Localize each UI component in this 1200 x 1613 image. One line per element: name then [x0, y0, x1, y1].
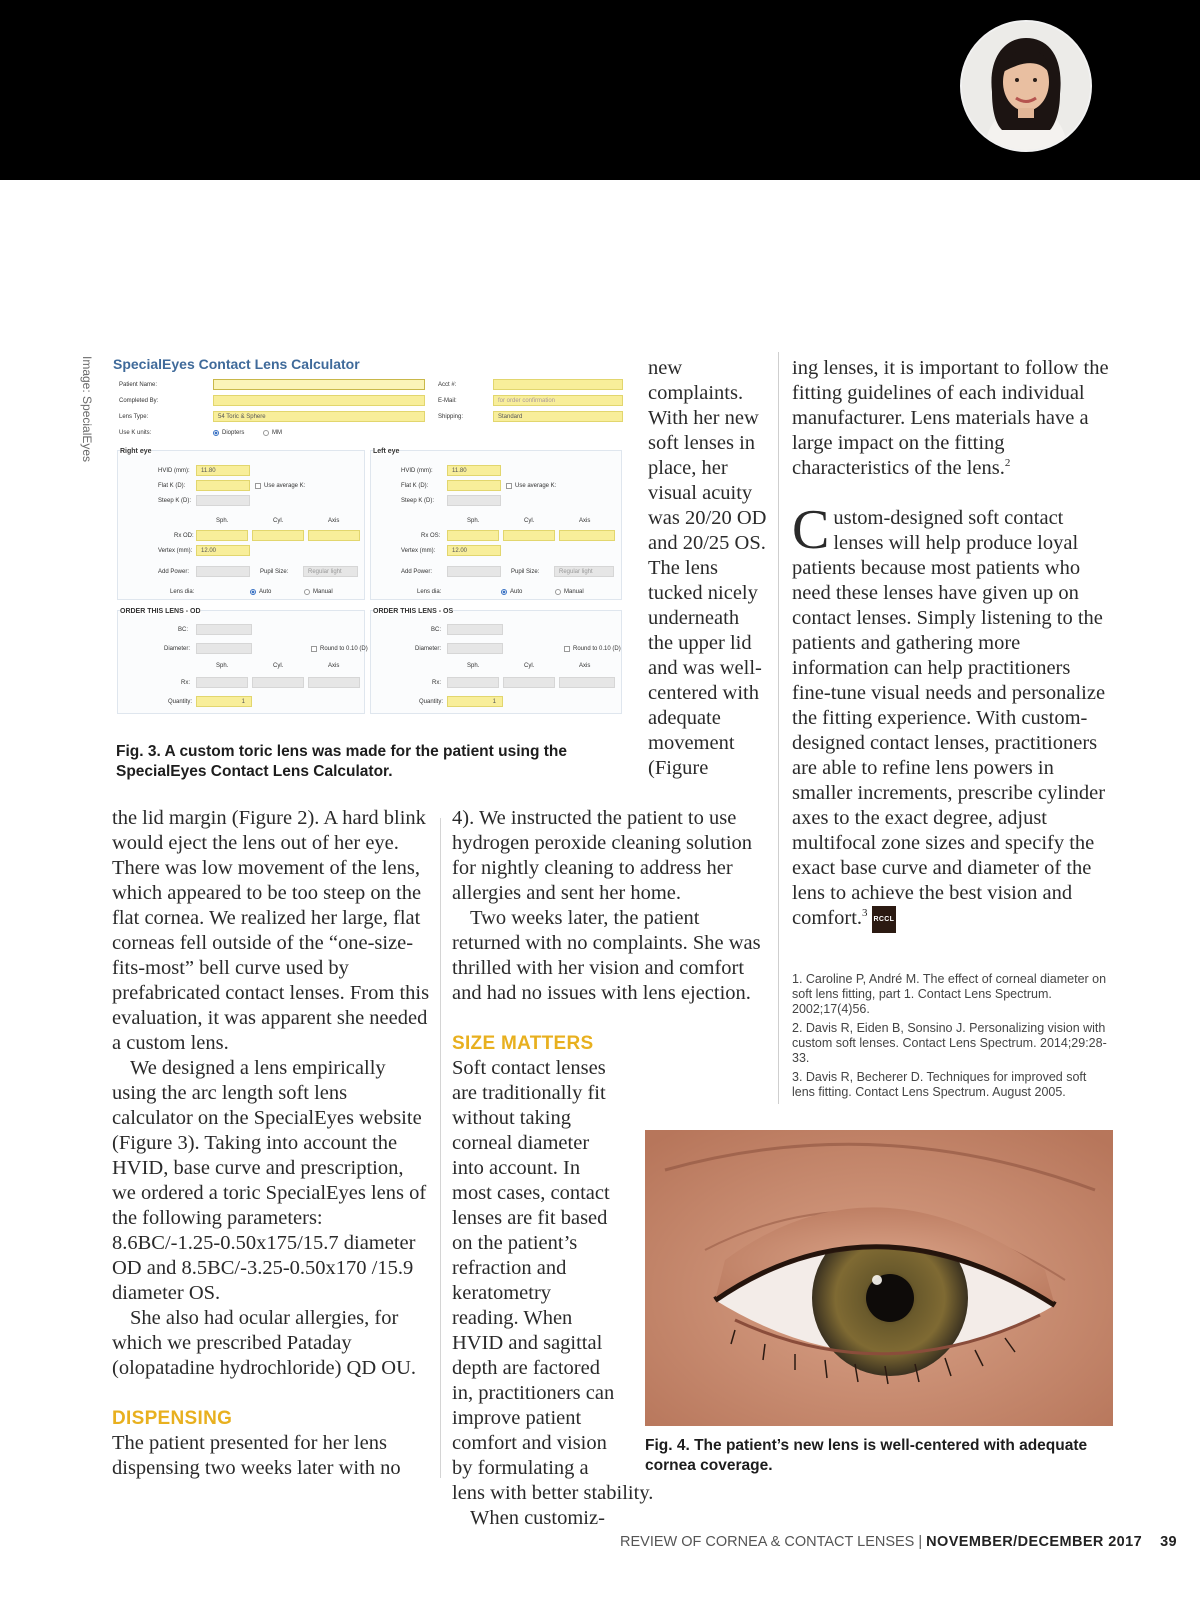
completed-by-label: Completed By:: [119, 398, 159, 404]
steep-k-field-od[interactable]: [196, 495, 250, 506]
col3-paragraph-2-text: ustom-designed soft contact lenses will help produce loyal patients because most patients who need these lenses have given up on contact lenses. Simply listening to the patients and gathering more information can help practitioners fine-tune visual needs and personalize the fitting experience. With custom-designed contact lenses, practitioners are able to refine lens powers in smaller increments, prescribe cylinder axes to the exact degree, adjust multifocal zone sizes and specify the exact base curve and diameter of the lens to achieve the best vision and comfort.: [792, 507, 1106, 929]
email-label: E-Mail:: [438, 398, 457, 404]
acct-field[interactable]: [493, 379, 623, 390]
dispensing-heading: DISPENSING: [112, 1408, 233, 1429]
add-power-label-os: Add Power:: [401, 569, 433, 575]
round-label-os: Round to 0.10 (D): [573, 646, 621, 652]
manual-label-os: Manual: [564, 589, 584, 595]
column-divider-1: [440, 818, 441, 1478]
use-avg-k-checkbox-od[interactable]: [255, 483, 261, 489]
column-1: [112, 806, 430, 1481]
col3-paragraph-2: [792, 499, 1114, 933]
diameter-field-od[interactable]: [196, 643, 252, 654]
lens-type-label: Lens Type:: [119, 414, 149, 420]
hvid-field-os[interactable]: 11.80: [447, 465, 501, 476]
footer-publication: REVIEW OF CORNEA & CONTACT LENSES |: [620, 1534, 927, 1550]
use-avg-k-checkbox-os[interactable]: [506, 483, 512, 489]
reference-item: 1. Caroline P, André M. The effect of corneal diameter on soft lens fitting, part 1. Contact Lens Spectrum. 2002;17(4)56.: [792, 972, 1107, 1016]
quantity-field-od[interactable]: 1: [196, 696, 252, 707]
eye-image: [645, 1130, 1113, 1426]
pupil-size-label-od: Pupil Size:: [260, 569, 289, 575]
order-rx-label-od: Rx:: [181, 680, 190, 686]
order-cyl-header-od: Cyl.: [273, 663, 284, 669]
references-list: [792, 972, 1112, 1104]
rx-os-label: Rx OS:: [421, 533, 441, 539]
hvid-label-od: HVID (mm):: [158, 468, 190, 474]
column-3: [792, 356, 1114, 933]
use-avg-k-label-os: Use average K:: [515, 483, 557, 489]
calculator-title: SpecialEyes Contact Lens Calculator: [113, 356, 360, 372]
completed-by-field[interactable]: [213, 395, 425, 406]
figure-3-calculator: [113, 352, 629, 736]
pupil-size-select-od[interactable]: Regular light: [303, 566, 358, 577]
size-matters-heading: SIZE MATTERS: [452, 1033, 594, 1054]
rx-od-label: Rx OD:: [174, 533, 194, 539]
vertex-field-os[interactable]: 12.00: [447, 545, 501, 556]
acct-label: Acct #:: [438, 382, 457, 388]
hvid-label-os: HVID (mm):: [401, 468, 433, 474]
author-portrait-image: [962, 22, 1090, 150]
figure-3-caption: Fig. 3. A custom toric lens was made for the patient using the SpecialEyes Contact Lens Calculator.: [116, 743, 568, 780]
auto-radio-os[interactable]: [501, 589, 507, 595]
col3-ref-3: 3: [862, 907, 868, 920]
add-power-field-od[interactable]: [196, 566, 250, 577]
quantity-field-os[interactable]: 1: [447, 696, 503, 707]
right-eye-title: Right eye: [120, 448, 152, 455]
auto-radio-od[interactable]: [250, 589, 256, 595]
flat-k-field-os[interactable]: [447, 480, 501, 491]
mm-radio[interactable]: [263, 430, 269, 436]
quantity-label-os: Quantity:: [419, 699, 444, 705]
cyl-header-os: Cyl.: [524, 518, 535, 524]
steep-k-label-od: Steep K (D):: [158, 498, 192, 504]
diameter-label-od: Diameter:: [164, 646, 191, 652]
header-banner: [0, 0, 1200, 180]
axis-header-od: Axis: [328, 518, 340, 524]
order-axis-header-od: Axis: [328, 663, 340, 669]
rccl-end-mark-icon: RCCL: [872, 906, 897, 933]
diameter-label-os: Diameter:: [415, 646, 442, 652]
bc-label-os: BC:: [431, 627, 442, 633]
order-rx-sph-os[interactable]: [447, 677, 499, 688]
order-os-panel: [370, 610, 622, 714]
diameter-field-os[interactable]: [447, 643, 503, 654]
manual-radio-od[interactable]: [304, 589, 310, 595]
shipping-label: Shipping:: [438, 414, 464, 420]
round-checkbox-od[interactable]: [311, 646, 317, 652]
order-sph-header-os: Sph.: [467, 663, 480, 669]
order-od-panel: [117, 608, 368, 714]
patient-name-field[interactable]: [213, 379, 425, 390]
order-sph-header-od: Sph.: [216, 663, 229, 669]
bc-field-od[interactable]: [196, 624, 252, 635]
drop-cap: C: [792, 499, 830, 561]
col2-paragraph-2: Two weeks later, the patient returned with no complaints. She was thrilled with her vision and comfort and had no issues with lens ejection.: [452, 907, 761, 1004]
vertex-field-od[interactable]: 12.00: [196, 545, 250, 556]
col3-paragraph-1-text: ing lenses, it is important to follow the fitting guidelines of each individual manufacturer. Lens materials have a large impact on the fitting characteristics of the lens.: [792, 357, 1109, 479]
lens-dia-label-os: Lens dia:: [417, 589, 442, 595]
round-label-od: Round to 0.10 (D): [320, 646, 368, 652]
rx-os-axis-field[interactable]: [559, 530, 615, 541]
diopters-radio[interactable]: [213, 430, 219, 436]
col2-paragraph-1: 4). We instructed the patient to use hydrogen peroxide cleaning solution for nightly cleaning to address her allergies and sent her home.: [452, 807, 753, 904]
left-eye-title: Left eye: [373, 448, 400, 455]
col2-paragraph-3: Soft contact lenses are traditionally fit without taking corneal diameter into account. In most cases, contact lenses are fit based on the patient’s refraction and keratometry reading. When HVID and sagittal depth are factored in, practitioners can improve patient comfort and vision by formulating a lens with better stability.: [452, 1057, 654, 1504]
author-photo: [960, 20, 1092, 152]
steep-k-label-os: Steep K (D):: [401, 498, 435, 504]
bc-field-os[interactable]: [447, 624, 503, 635]
footer-issue: NOVEMBER/DECEMBER 2017: [926, 1534, 1143, 1550]
col3-ref-2: 2: [1004, 457, 1011, 470]
col3-paragraph-1: [792, 356, 1114, 481]
pupil-size-select-os[interactable]: Regular light: [554, 566, 614, 577]
order-rx-label-os: Rx:: [432, 680, 441, 686]
cyl-header-od: Cyl.: [273, 518, 284, 524]
add-power-label-od: Add Power:: [158, 569, 190, 575]
order-od-title: ORDER THIS LENS - OD: [120, 608, 201, 615]
order-axis-header-os: Axis: [579, 663, 591, 669]
order-rx-axis-od[interactable]: [308, 677, 360, 688]
bc-label-od: BC:: [178, 627, 189, 633]
order-rx-axis-os[interactable]: [559, 677, 615, 688]
manual-label-od: Manual: [313, 589, 333, 595]
col1-paragraph-3: She also had ocular allergies, for which we prescribed Pataday (olopatadine hydrochloride) QD OU.: [112, 1307, 416, 1379]
flat-k-field-od[interactable]: [196, 480, 250, 491]
auto-label-od: Auto: [259, 589, 272, 595]
left-eye-panel: [370, 450, 622, 600]
round-checkbox-os[interactable]: [564, 646, 570, 652]
diopters-label: Diopters: [222, 430, 245, 436]
col2-paragraph-4: When customiz-: [470, 1507, 605, 1529]
pupil-size-label-os: Pupil Size:: [511, 569, 540, 575]
sph-header-od: Sph.: [216, 518, 229, 524]
rx-os-cyl-field[interactable]: [503, 530, 555, 541]
col1-paragraph-2: We designed a lens empirically using the arc length soft lens calculator on the SpecialEyes website (Figure 3). Taking into account the HVID, base curve and prescription, we ordered a toric SpecialEyes lens of the following parameters: 8.6BC/-1.25-0.50x175/15.7 diameter OD and 8.5BC/-3.25-0.50x170 /15.9 diameter OS.: [112, 1057, 427, 1304]
auto-label-os: Auto: [510, 589, 523, 595]
vertex-label-os: Vertex (mm):: [401, 548, 436, 554]
vertex-label-od: Vertex (mm):: [158, 548, 193, 554]
sph-header-os: Sph.: [467, 518, 480, 524]
page-footer: [620, 1534, 1177, 1550]
shipping-select[interactable]: Standard: [493, 411, 623, 422]
rx-od-axis-field[interactable]: [308, 530, 360, 541]
col2-top-paragraph: new complaints. With her new soft lenses in place, her visual acuity was 20/20 OD and 20/25 OS. The lens tucked nicely underneath the upper lid and was well-centered with adequate movement (Figure: [648, 357, 767, 779]
page-number: 39: [1160, 1534, 1177, 1550]
lens-type-select[interactable]: 54 Toric & Sphere: [213, 411, 425, 422]
steep-k-field-os[interactable]: [447, 495, 501, 506]
quantity-label-od: Quantity:: [168, 699, 193, 705]
col1-paragraph-1: the lid margin (Figure 2). A hard blink would eject the lens out of her eye. There was low movement of the lens, which appeared to be too steep on the flat cornea. We realized her large, flat corneas fell outside of the “one-size-fits-most” bell curve used by prefabricated contact lenses. From this evaluation, it was apparent she needed a custom lens.: [112, 807, 430, 1054]
order-os-title: ORDER THIS LENS - OS: [373, 608, 454, 615]
order-cyl-header-os: Cyl.: [524, 663, 535, 669]
rx-od-sph-field[interactable]: [196, 530, 248, 541]
add-power-field-os[interactable]: [447, 566, 501, 577]
order-rx-sph-od[interactable]: [196, 677, 248, 688]
use-k-units-label: Use K units:: [119, 430, 152, 436]
axis-header-os: Axis: [579, 518, 591, 524]
rx-os-sph-field[interactable]: [447, 530, 499, 541]
figure-4-eye-photo: [645, 1130, 1113, 1426]
col1-paragraph-4: The patient presented for her lens dispensing two weeks later with no: [112, 1432, 401, 1479]
hvid-field-od[interactable]: 11.80: [196, 465, 250, 476]
figure-4-caption: Fig. 4. The patient’s new lens is well-centered with adequate cornea coverage.: [645, 1437, 1088, 1474]
reference-item: 2. Davis R, Eiden B, Sonsino J. Personalizing vision with custom soft lenses. Contact Lens Spectrum. 2014;29:28-33.: [792, 1021, 1107, 1065]
patient-name-label: Patient Name:: [119, 382, 158, 388]
order-rx-cyl-os[interactable]: [503, 677, 555, 688]
right-eye-panel: [117, 450, 365, 600]
mm-label: MM: [272, 430, 282, 436]
lens-dia-label-od: Lens dia:: [170, 589, 195, 595]
order-rx-cyl-od[interactable]: [252, 677, 304, 688]
col2-top-text: [648, 356, 768, 781]
image-credit: Image: SpecialEyes: [80, 356, 94, 463]
use-avg-k-label-od: Use average K:: [264, 483, 306, 489]
flat-k-label-os: Flat K (D):: [401, 483, 429, 489]
reference-item: 3. Davis R, Becherer D. Techniques for improved soft lens fitting. Contact Lens Spectrum. August 2005.: [792, 1070, 1087, 1099]
manual-radio-os[interactable]: [555, 589, 561, 595]
column-divider-2: [778, 352, 779, 1104]
flat-k-label-od: Flat K (D):: [158, 483, 186, 489]
rx-od-cyl-field[interactable]: [252, 530, 304, 541]
email-field[interactable]: for order confirmation: [493, 395, 623, 406]
